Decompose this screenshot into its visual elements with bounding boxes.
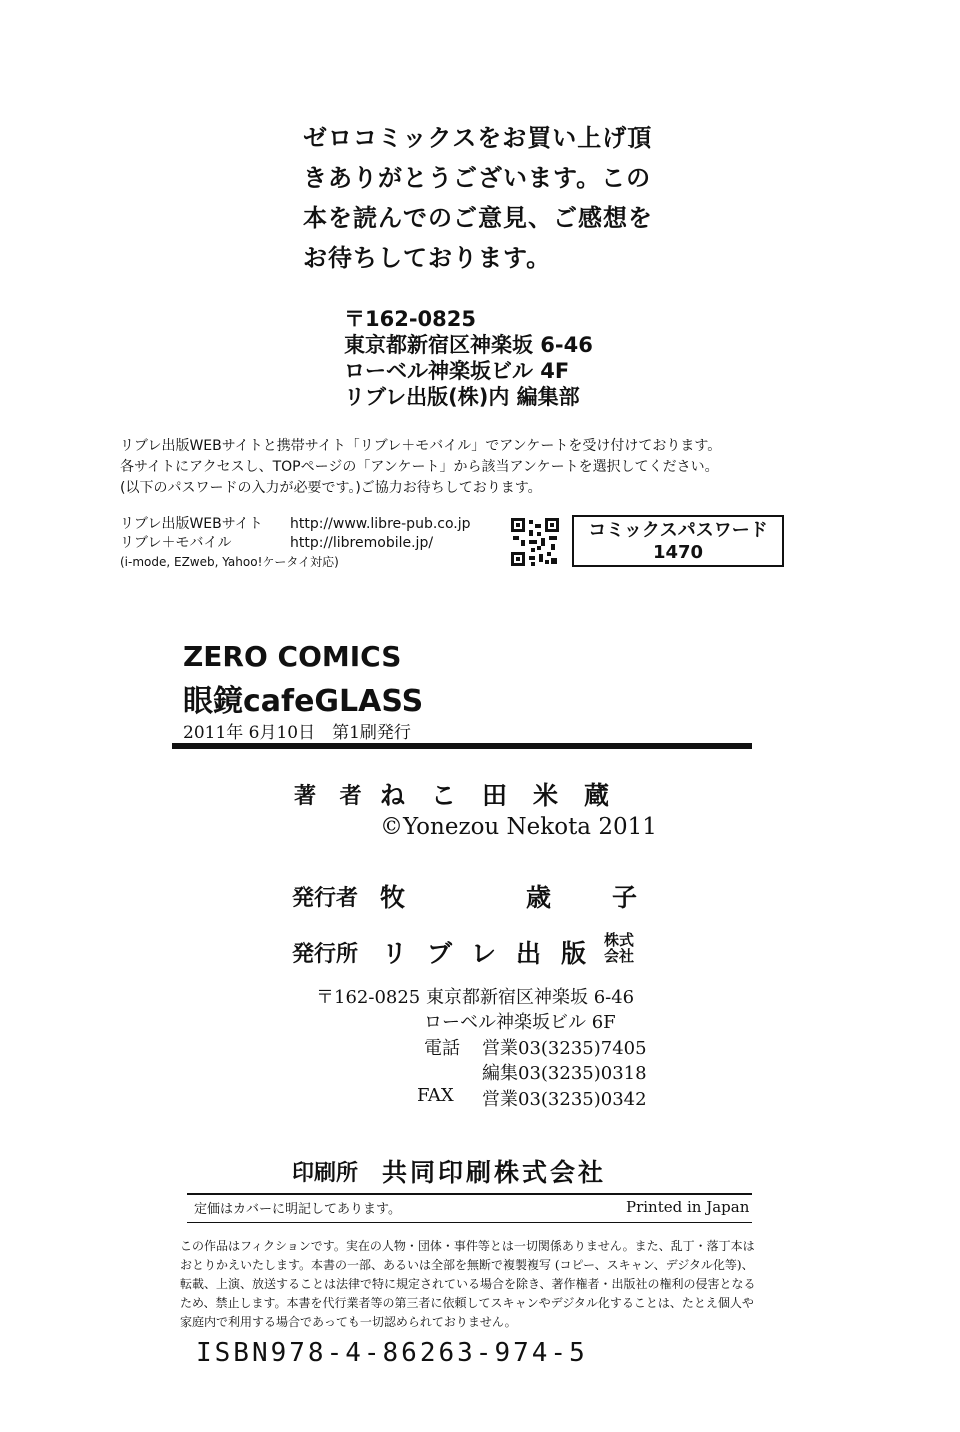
password-label: コミックスパスワード [588, 520, 768, 541]
fax-sales: 営業03(3235)0342 [482, 1089, 647, 1110]
printed-in-japan: Printed in Japan [626, 1198, 750, 1216]
address-line: 〒162-0825 [344, 307, 476, 331]
tel-label: 電話 [424, 1038, 460, 1059]
divider [187, 1193, 752, 1195]
fax-label: FAX [417, 1085, 454, 1106]
disclaimer-line: 家庭内で利用する場合であっても一切認められておりません。 [180, 1315, 517, 1329]
disclaimer-line: ため、禁止します。本書を代行業者等の第三者に依頼してスキャンやデジタル化することは、たとえ個人や [180, 1296, 754, 1310]
printer-role: 印刷所 [292, 1160, 359, 1186]
printer-name: 共同印刷株式会社 [382, 1158, 607, 1187]
web-site-row [120, 515, 471, 534]
mobile-note: (i-mode, EZweb, Yahoo!ケータイ対応) [120, 555, 339, 569]
publish-date: 2011年 6月10日 第1刷発行 [183, 723, 411, 743]
kabushiki-line: 会社 [604, 947, 635, 965]
copyright: ©Yonezou Nekota 2011 [380, 814, 657, 840]
publisher-name-2: 歳 [526, 883, 570, 912]
address-line: ローベル神楽坂ビル 4F [344, 359, 570, 383]
author-name: ねこ田米蔵 [380, 781, 636, 810]
notice-line: リブレ出版WEBサイトと携帯サイト「リブレ＋モバイル」でアンケートを受け付けております。 [120, 438, 722, 454]
publisher-role: 発行者 [292, 885, 359, 911]
tel-edit: 編集03(3235)0318 [482, 1063, 647, 1084]
notice-line: 各サイトにアクセスし、TOPページの「アンケート」から該当アンケートを選択してください。 [120, 459, 719, 475]
divider [187, 1222, 752, 1223]
author-role: 著 者 [294, 783, 370, 809]
publishing-house: リブレ出版 [382, 939, 607, 968]
book-title: 眼鏡cafeGLASS [183, 684, 424, 719]
disclaimer-line: 転載、上演、放送することは法律で特に規定されている場合を除き、著作権者・出版社の権利の侵害となる [180, 1277, 756, 1291]
divider [172, 743, 752, 749]
price-note: 定価はカバーに明記してあります。 [194, 1202, 401, 1217]
site-label: リブレ出版WEBサイト [120, 516, 263, 532]
notice-line: (以下のパスワードの入力が必要です。)ご協力お待ちしております。 [120, 480, 542, 496]
address-line: リブレ出版(株)内 編集部 [344, 385, 580, 409]
mobile-site-row [120, 534, 471, 553]
disclaimer-line: おとりかえいたします。本書の一部、あるいは全部を無断で複製複写 (コピー、スキャン、デジタル化等)、 [180, 1258, 754, 1272]
publisher-name-1: 牧 [380, 883, 424, 912]
disclaimer-line: この作品はフィクションです。実在の人物・団体・事件等とは一切関係ありません。また、乱丁・落丁本は [180, 1239, 755, 1253]
editorial-address [344, 306, 593, 410]
message-line: きありがとうございます。この [303, 164, 652, 192]
mobile-url[interactable]: http://libremobile.jp/ [290, 535, 434, 551]
message-line: お待ちしております。 [303, 244, 552, 272]
tel-sales: 営業03(3235)7405 [482, 1038, 647, 1059]
publisher-name-3: 子 [612, 883, 656, 912]
site-url[interactable]: http://www.libre-pub.co.jp [290, 516, 471, 532]
web-info [120, 515, 471, 572]
house-building: ローベル神楽坂ビル 6F [424, 1012, 616, 1033]
kabushiki-gaisha [604, 932, 634, 964]
qr-code-icon [511, 518, 559, 566]
message-line: ゼロコミックスをお買い上げ頂 [303, 124, 653, 152]
disclaimer [180, 1237, 756, 1332]
series-name: ZERO COMICS [183, 640, 402, 673]
mobile-label: リブレ＋モバイル [120, 535, 232, 551]
kabushiki-line: 株式 [604, 931, 635, 949]
address-line: 東京都新宿区神楽坂 6-46 [344, 333, 593, 357]
isbn: ISBN978-4-86263-974-5 [196, 1338, 588, 1368]
thank-you-message [303, 118, 653, 278]
password-box [572, 515, 784, 567]
message-line: 本を読んでのご意見、ご感想を [303, 204, 653, 232]
house-role: 発行所 [292, 941, 359, 967]
house-address: 〒162-0825 東京都新宿区神楽坂 6-46 [316, 987, 635, 1008]
password-value: 1470 [652, 542, 704, 563]
survey-notice [120, 436, 721, 499]
